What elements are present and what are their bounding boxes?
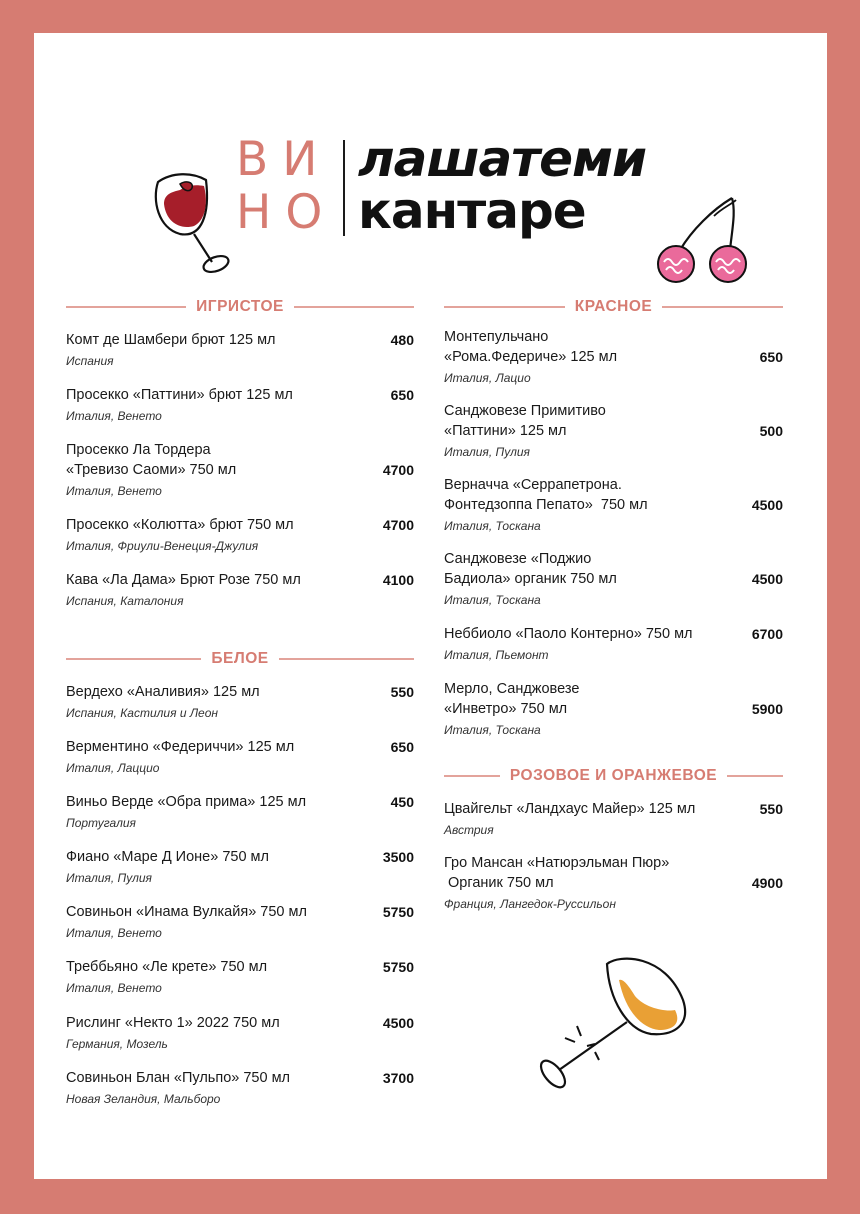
item-origin: Испания [66, 354, 114, 368]
item-price: 4500 [751, 571, 783, 587]
item-origin: Испания, Кастилия и Леон [66, 706, 219, 720]
section-rose-orange-header [444, 766, 783, 786]
item-origin: Италия, Венето [66, 926, 162, 940]
menu-item [66, 957, 414, 996]
section-title: КРАСНОЕ [574, 298, 653, 315]
section-title: ИГРИСТОЕ [196, 298, 284, 315]
menu-item [444, 327, 783, 386]
item-origin: Италия, Пулия [66, 871, 152, 885]
menu-item [66, 902, 414, 941]
item-origin: Австрия [444, 823, 494, 837]
section-white-header [66, 649, 414, 669]
item-name: Виньо Верде «Обра прима» 125 мл [66, 794, 307, 810]
menu-item [66, 737, 414, 776]
divider [66, 658, 201, 660]
item-price: 650 [390, 387, 414, 403]
brand-logo-left [236, 132, 337, 242]
item-price: 550 [759, 801, 783, 817]
menu-item [66, 515, 414, 554]
item-price: 550 [390, 684, 414, 700]
menu-item [66, 682, 414, 721]
item-name: Рислинг «Некто 1» 2022 750 мл [66, 1015, 280, 1031]
item-name: Совиньон «Инама Вулкайя» 750 мл [66, 904, 307, 920]
item-name: Санджовезе «Поджио Бадиола» органик 750 мл [444, 551, 617, 587]
item-name: Монтепульчано «Рома.Федериче» 125 мл [444, 329, 618, 365]
item-name: Совиньон Блан «Пульпо» 750 мл [66, 1070, 291, 1086]
item-price: 4700 [382, 462, 414, 478]
item-origin: Италия, Тоскана [444, 593, 541, 607]
item-price: 4900 [751, 875, 783, 891]
section-sparkling-header [66, 297, 414, 317]
item-name: Санджовезе Примитиво «Паттини» 125 мл [444, 403, 606, 439]
item-name: Верментино «Федериччи» 125 мл [66, 739, 295, 755]
item-name: Фиано «Маре Д Ионе» 750 мл [66, 849, 269, 865]
menu-item [66, 330, 414, 369]
section-title: БЕЛОЕ [211, 650, 269, 667]
menu-item [66, 792, 414, 831]
item-name: Просекко «Паттини» брют 125 мл [66, 387, 293, 403]
divider [294, 306, 414, 308]
item-name: Просекко Ла Тордера «Тревизо Саоми» 750 мл [66, 442, 237, 478]
item-name: Треббьяно «Ле крете» 750 мл [66, 959, 268, 975]
item-name: Верначча «Серрапетрона. Фонтедзоппа Пепато» 750 мл [444, 477, 648, 513]
item-price: 6700 [751, 626, 783, 642]
menu-item [66, 440, 414, 499]
menu-item [444, 401, 783, 460]
item-price: 450 [390, 794, 414, 810]
item-origin: Испания, Каталония [66, 594, 184, 608]
item-origin: Италия, Пьемонт [444, 648, 549, 662]
section-red-header [444, 297, 783, 317]
item-name: Неббиоло «Паоло Контерно» 750 мл [444, 626, 693, 642]
item-origin: Италия, Венето [66, 484, 162, 498]
section-title: РОЗОВОЕ И ОРАНЖЕВОЕ [509, 767, 718, 784]
menu-item [66, 570, 414, 609]
item-origin: Италия, Лацио [444, 371, 531, 385]
item-name: Гро Мансан «Натюрэльман Пюр» Органик 750 мл [444, 855, 670, 891]
item-origin: Италия, Тоскана [444, 723, 541, 737]
item-price: 4100 [382, 572, 414, 588]
cherries-icon [652, 190, 752, 285]
item-price: 500 [759, 423, 783, 439]
item-name: Мерло, Санджовезе «Инветро» 750 мл [444, 681, 580, 717]
brand-right-line2: кантаре [358, 182, 586, 240]
item-price: 650 [759, 349, 783, 365]
item-origin: Италия, Тоскана [444, 519, 541, 533]
item-price: 4500 [751, 497, 783, 513]
menu-item [444, 679, 783, 738]
item-origin: Италия, Лаццио [66, 761, 160, 775]
brand-left-line1: ВИ [236, 132, 332, 187]
item-origin: Италия, Венето [66, 409, 162, 423]
item-price: 3700 [382, 1070, 414, 1086]
item-price: 480 [390, 332, 414, 348]
divider [66, 306, 186, 308]
item-name: Вердехо «Аналивия» 125 мл [66, 684, 260, 700]
divider [444, 775, 500, 777]
brand-left-line2: НО [236, 185, 337, 240]
brand-logo-right [358, 130, 646, 240]
item-name: Кава «Ла Дама» Брют Розе 750 мл [66, 572, 301, 588]
item-origin: Италия, Фриули-Венеция-Джулия [66, 539, 259, 553]
menu-item [66, 385, 414, 424]
item-origin: Италия, Венето [66, 981, 162, 995]
divider [727, 775, 783, 777]
divider [444, 306, 565, 308]
item-origin: Новая Зеландия, Мальборо [66, 1092, 221, 1106]
divider [279, 658, 414, 660]
item-price: 5900 [751, 701, 783, 717]
item-price: 5750 [382, 959, 414, 975]
item-name: Цвайгельт «Ландхаус Майер» 125 мл [444, 801, 696, 817]
menu-item [444, 799, 783, 838]
menu-item [444, 475, 783, 534]
item-origin: Германия, Мозель [66, 1037, 168, 1051]
item-name: Просекко «Колютта» брют 750 мл [66, 517, 294, 533]
item-origin: Португалия [66, 816, 136, 830]
orange-wine-glass-icon [525, 950, 700, 1105]
menu-item [444, 853, 783, 912]
menu-item [66, 1013, 414, 1052]
item-price: 4500 [382, 1015, 414, 1031]
item-origin: Франция, Лангедок-Руссильон [444, 897, 616, 911]
logo-divider [343, 140, 345, 236]
brand-right-line1: лашатеми [358, 130, 646, 188]
item-price: 3500 [382, 849, 414, 865]
menu-item [444, 549, 783, 608]
item-price: 4700 [382, 517, 414, 533]
menu-item [66, 847, 414, 886]
item-price: 5750 [382, 904, 414, 920]
item-origin: Италия, Пулия [444, 445, 530, 459]
item-name: Комт де Шамбери брют 125 мл [66, 332, 276, 348]
menu-item [444, 624, 783, 663]
menu-item [66, 1068, 414, 1107]
red-wine-glass-icon [150, 160, 240, 280]
divider [662, 306, 783, 308]
item-price: 650 [390, 739, 414, 755]
